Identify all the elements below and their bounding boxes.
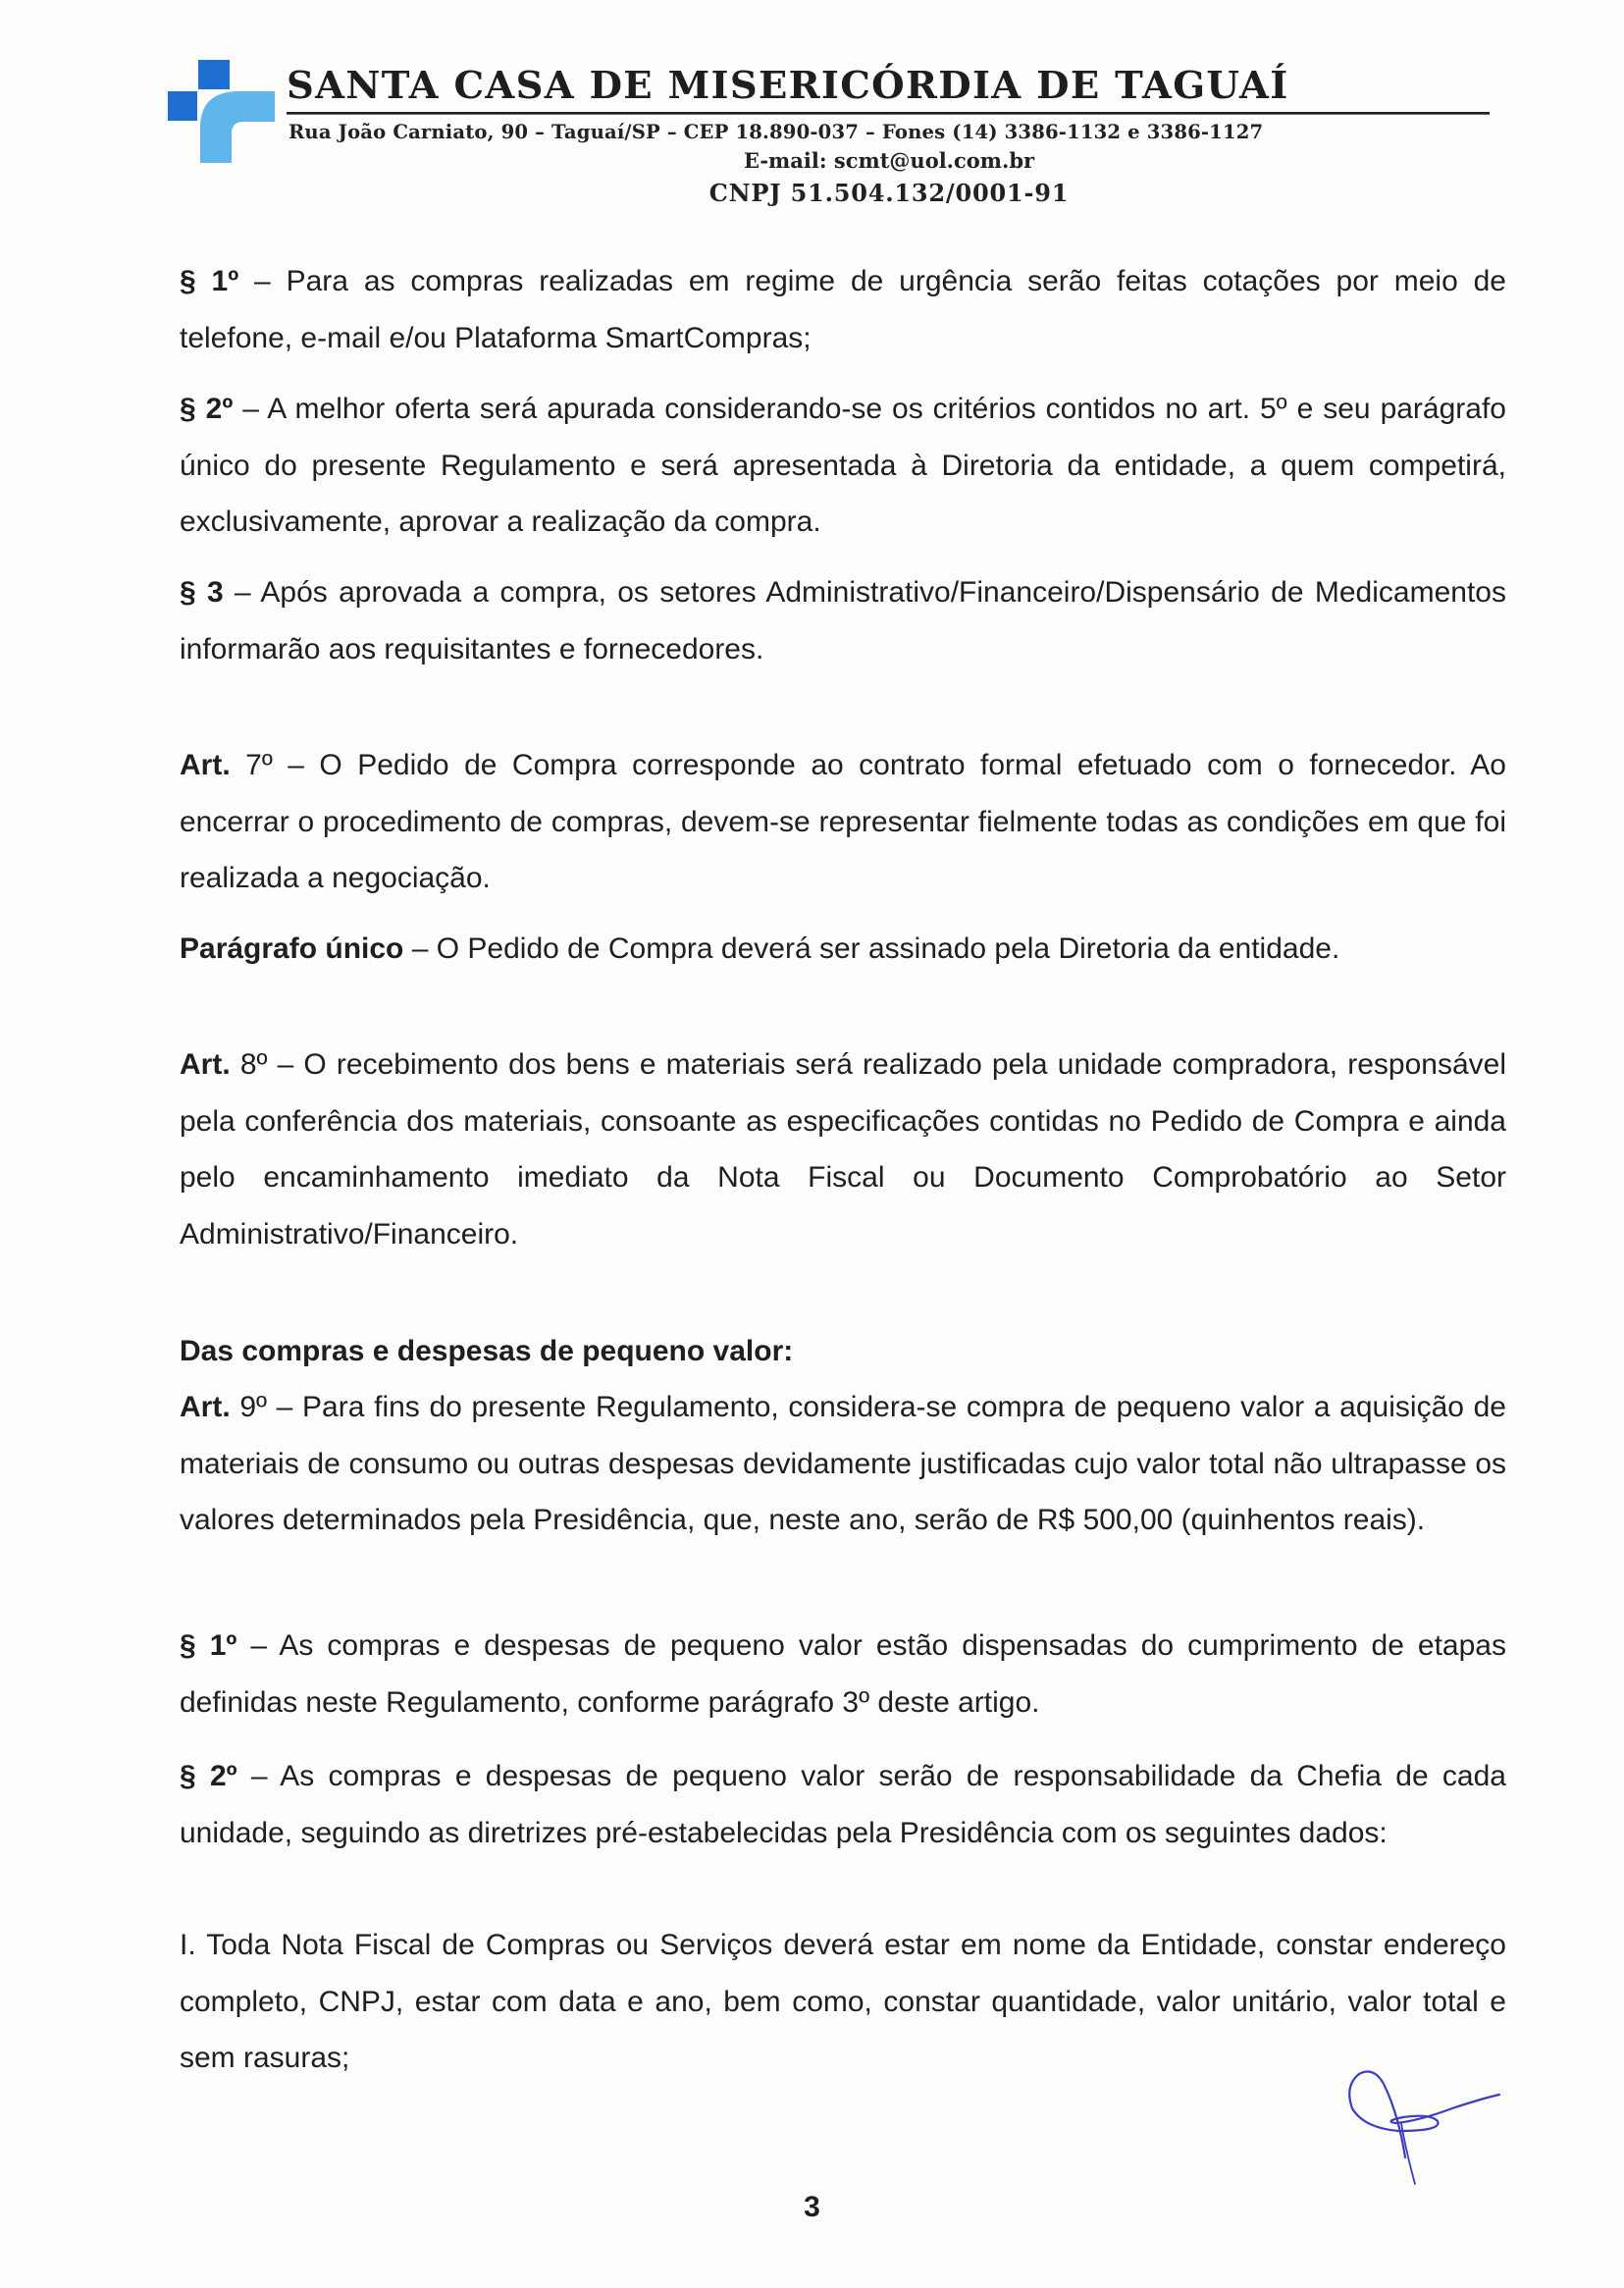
organization-cnpj: CNPJ 51.504.132/0001-91 bbox=[708, 179, 1070, 207]
logo-top-square bbox=[198, 60, 230, 89]
article-label: Art. bbox=[180, 1048, 231, 1081]
paragraph-label: § 2º bbox=[180, 393, 234, 425]
article-label: Art. bbox=[180, 1391, 231, 1423]
article-8 bbox=[180, 1037, 1506, 1262]
paragraph-text: – Após aprovada a compra, os setores Administrativo/Financeiro/Dispensário de Medicamentos informarão aos requisitantes e fornecedores. bbox=[180, 576, 1506, 665]
organization-email: E-mail: scmt@uol.com.br bbox=[743, 148, 1035, 173]
paragraph-text: – O Pedido de Compra deverá ser assinado pela Diretoria da entidade. bbox=[403, 932, 1340, 965]
paragraph-label: § 1º bbox=[180, 1629, 237, 1662]
organization-name: SANTA CASA DE MISERICÓRDIA DE TAGUAÍ bbox=[287, 64, 1289, 108]
logo-left-square bbox=[168, 91, 197, 121]
paragraph-label: § 3 bbox=[180, 576, 224, 609]
paragraph-text: – As compras e despesas de pequeno valor serão de responsabilidade da Chefia de cada unidade, seguindo as diretrizes pré-estabelecidas pela Presidência com os seguintes dados: bbox=[180, 1760, 1506, 1849]
hospital-cross-logo-icon bbox=[167, 57, 277, 165]
article-9-paragraph-1 bbox=[180, 1618, 1506, 1730]
letterhead-divider bbox=[287, 112, 1490, 115]
signature-icon bbox=[1344, 2064, 1521, 2192]
article-text: 7º – O Pedido de Compra corresponde ao contrato formal efetuado com o fornecedor. Ao encerrar o procedimento de compras, devem-se representar fielmente todas as condições em que foi realizada a negociação. bbox=[180, 749, 1506, 894]
article-9 bbox=[180, 1379, 1506, 1549]
list-item-i: I. Toda Nota Fiscal de Compras ou Serviços deverá estar em nome da Entidade, constar endereço completo, CNPJ, estar com data e ano, bem como, constar quantidade, valor unitário, valor total e sem rasuras; bbox=[180, 1929, 1506, 2074]
paragraph-label: § 2º bbox=[180, 1760, 237, 1792]
article-label: Art. bbox=[180, 749, 231, 781]
paragraph-after-approval bbox=[180, 564, 1506, 677]
article-7 bbox=[180, 737, 1506, 907]
paragraph-text: – Para as compras realizadas em regime de urgência serão feitas cotações por meio de telefone, e-mail e/ou Plataforma SmartCompras; bbox=[180, 265, 1506, 354]
paragraph-label: § 1º bbox=[180, 265, 239, 297]
article-9-paragraph-2 bbox=[180, 1748, 1506, 1861]
letterhead bbox=[167, 57, 1501, 224]
section-heading: Das compras e despesas de pequeno valor: bbox=[180, 1335, 794, 1367]
paragraph-text: – As compras e despesas de pequeno valor estão dispensadas do cumprimento de etapas definidas neste Regulamento, conforme parágrafo 3º deste artigo. bbox=[180, 1629, 1506, 1719]
logo-curved-arm bbox=[200, 91, 275, 163]
article-text: 9º – Para fins do presente Regulamento, considera-se compra de pequeno valor a aquisição de materiais de consumo ou outras despesas devidamente justificadas cujo valor total não ultrapasse os valores determinados pela Presidência, que, neste ano, serão de R$ 500,00 (quinhentos reais). bbox=[180, 1391, 1506, 1536]
paragraph-best-offer bbox=[180, 381, 1506, 551]
signature-stroke bbox=[1349, 2072, 1499, 2157]
paragraph-urgency-quotes bbox=[180, 253, 1506, 366]
signature-tail bbox=[1401, 2123, 1415, 2184]
page-number: 3 bbox=[804, 2191, 820, 2223]
article-7-sole-paragraph bbox=[180, 921, 1506, 978]
organization-address: Rua João Carniato, 90 – Taguaí/SP – CEP 18.890-037 – Fones (14) 3386-1132 e 3386-1127 bbox=[288, 121, 1264, 143]
article-text: 8º – O recebimento dos bens e materiais será realizado pela unidade compradora, responsável pela conferência dos materiais, consoante as especificações contidas no Pedido de Compra e ainda pelo encaminhamento imediato da Nota Fiscal ou Documento Comprobatório ao Setor Administrativo/Financeiro. bbox=[180, 1048, 1506, 1250]
paragraph-text: – A melhor oferta será apurada considerando-se os critérios contidos no art. 5º e seu parágrafo único do presente Regulamento e será apresentada à Diretoria da entidade, a quem competirá, exclusivamente, aprovar a realização da compra. bbox=[180, 393, 1506, 538]
paragraph-label: Parágrafo único bbox=[180, 932, 404, 965]
